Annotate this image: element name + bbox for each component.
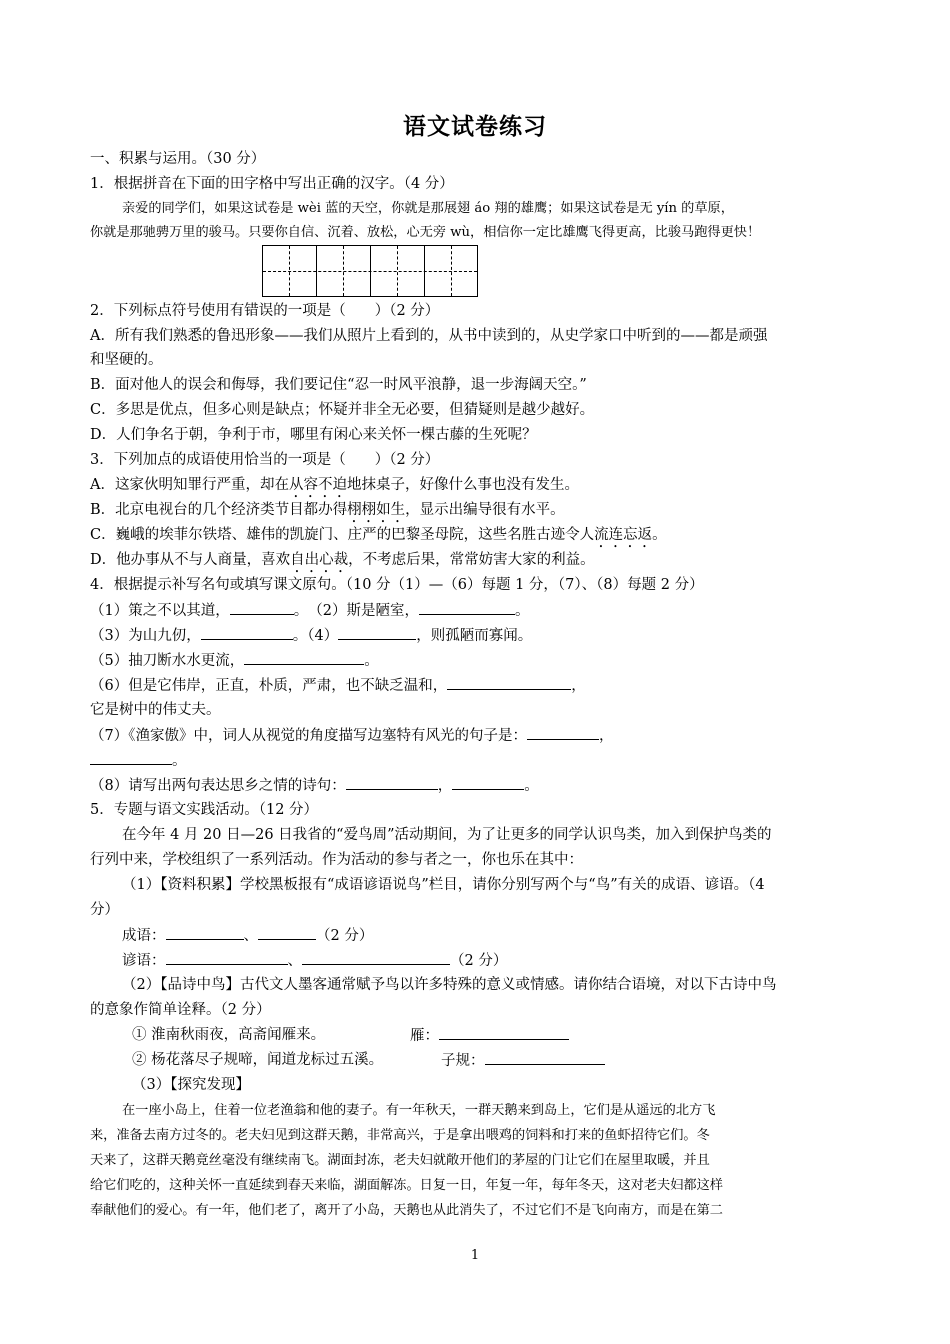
answer-blank[interactable] bbox=[201, 623, 293, 640]
question-2-option-a-line1: A．所有我们熟悉的鲁迅形象——我们从照片上看到的，从书中读到的，从史学家口中听到的——都是顽强 bbox=[90, 328, 768, 344]
section-heading: 一、积累与运用。（30 分） bbox=[90, 151, 266, 167]
answer-label: 子规： bbox=[441, 1053, 485, 1069]
question-3-stem: 3．下列加点的成语使用恰当的一项是（ ）（2 分） bbox=[90, 452, 440, 468]
poem-2-answer bbox=[441, 1048, 605, 1073]
poem-line-2: ② 杨花落尽子规啼，闻道龙标过五溪。 bbox=[132, 1052, 384, 1068]
question-4-line-7-cont bbox=[90, 748, 187, 773]
page-number: 1 bbox=[470, 1248, 480, 1263]
poem-line-1: ① 淮南秋雨夜，高斋闻雁来。 bbox=[132, 1027, 326, 1043]
grid-cell-divider bbox=[343, 246, 344, 296]
prompt-text: 。 bbox=[524, 778, 539, 794]
option-text: D．他办事从不与人商量，喜欢 bbox=[90, 552, 291, 568]
question-5-intro-line1: 在今年 4 月 20 日—26 日我省的“爱鸟周”活动期间，为了让更多的同学认识鸟类，加入到保护鸟类的 bbox=[122, 827, 772, 843]
question-4-stem: 4．根据提示补写名句或填写课文原句。（10 分（1）—（6）每题 1 分，（7）、（8）每题 2 分） bbox=[90, 577, 704, 593]
chengyu-line bbox=[122, 923, 373, 948]
question-4-line-7 bbox=[90, 723, 613, 748]
question-5-intro-line2: 行列中来，学校组织了一系列活动。作为活动的参与者之一，你也乐在其中： bbox=[90, 852, 583, 868]
story-line-5: 奉献他们的爱心。有一年，他们老了，离开了小岛，天鹅也从此消失了，不过它们不是飞向南方，而是在第二 bbox=[90, 1203, 723, 1218]
question-2-stem: 2．下列标点符号使用有错误的一项是（ ）（2 分） bbox=[90, 303, 440, 319]
prompt-text: 。 bbox=[514, 603, 530, 619]
answer-blank[interactable] bbox=[527, 723, 599, 740]
answer-blank[interactable] bbox=[302, 948, 450, 965]
prompt-text: （6）但是它伟岸，正直，朴质，严肃，也不缺乏温和， bbox=[90, 678, 448, 694]
question-5-part2-line1: （2）【品诗中鸟】古代文人墨客通常赋予鸟以许多特殊的意义或情感。请你结合语境，对以下古诗中鸟 bbox=[122, 977, 777, 993]
dotted-idiom: 栩栩如生 bbox=[347, 502, 406, 518]
answer-blank[interactable] bbox=[346, 773, 438, 790]
page-title: 语文试卷练习 bbox=[403, 113, 547, 140]
question-4-line-6-cont: 它是树中的伟丈夫。 bbox=[90, 702, 221, 718]
answer-blank[interactable] bbox=[166, 923, 244, 940]
score-note: （2 分） bbox=[316, 928, 374, 944]
option-text: ，显示出编导很有水平。 bbox=[405, 502, 565, 518]
story-line-2: 来，准备去南方过冬的。老夫妇见到这群天鹅，非常高兴，于是拿出喂鸡的饲料和打来的鱼虾招待它们。冬 bbox=[90, 1128, 710, 1143]
question-3-option-d bbox=[90, 548, 595, 576]
prompt-text: 。（4） bbox=[292, 628, 339, 644]
prompt-text: 。 （2）斯是陋室， bbox=[293, 603, 419, 619]
prompt-text: ， bbox=[571, 678, 586, 694]
question-5-part3-heading: （3）【探究发现】 bbox=[132, 1077, 250, 1093]
question-3-option-c bbox=[90, 523, 667, 551]
story-line-4: 给它们吃的，这种关怀一直延续到春天来临，湖面解冻。日复一日，年复一年，每年冬天，这对老夫妇都这样 bbox=[90, 1178, 723, 1193]
question-2-option-b: B．面对他人的误会和侮辱，我们要记住“忍一时风平浪静，退一步海阔天空。” bbox=[90, 377, 587, 393]
option-text: C．巍峨的埃菲尔铁塔、雄伟的凯旋门、庄严的巴黎圣母院，这些名胜古迹令人 bbox=[90, 527, 595, 543]
question-2-option-c: C．多思是优点，但多心则是缺点；怀疑并非全无必要，但猜疑则是越少越好。 bbox=[90, 402, 595, 418]
question-4-line-8 bbox=[90, 773, 539, 798]
question-4-line-5 bbox=[90, 648, 379, 673]
question-5-stem: 5．专题与语文实践活动。（12 分） bbox=[90, 802, 319, 818]
answer-blank[interactable] bbox=[166, 948, 288, 965]
option-text: ，不考虑后果，常常妨害大家的利益。 bbox=[348, 552, 595, 568]
answer-blank[interactable] bbox=[447, 673, 571, 690]
story-line-3: 天来了，这群天鹅竟丝毫没有继续南飞。湖面封冻，老夫妇就敞开他们的茅屋的门让它们在屋里取暖，并且 bbox=[90, 1153, 710, 1168]
grid-cell-border bbox=[370, 246, 371, 296]
dotted-idiom: 从容不迫 bbox=[288, 477, 347, 493]
prompt-text: （8）请写出两句表达思乡之情的诗句： bbox=[90, 778, 346, 794]
answer-blank[interactable] bbox=[338, 623, 416, 640]
tianzige-grid[interactable] bbox=[262, 245, 478, 297]
answer-blank[interactable] bbox=[439, 1023, 569, 1040]
grid-cell-divider bbox=[289, 246, 290, 296]
answer-blank[interactable] bbox=[258, 923, 316, 940]
grid-cell-border bbox=[316, 246, 317, 296]
question-2-option-a-line2: 和坚硬的。 bbox=[90, 352, 163, 368]
dotted-idiom: 自出心裁 bbox=[290, 552, 349, 568]
answer-blank[interactable] bbox=[90, 748, 172, 765]
prompt-text: 。 bbox=[172, 753, 187, 769]
prompt-text: ， bbox=[437, 778, 453, 794]
answer-blank[interactable] bbox=[230, 598, 294, 615]
story-line-1: 在一座小岛上，住着一位老渔翁和他的妻子。有一年秋天，一群天鹅来到岛上，它们是从遥远的北方飞 bbox=[122, 1103, 716, 1118]
question-2-option-d: D．人们争名于朝，争利于市，哪里有闲心来关怀一棵古藤的生死呢？ bbox=[90, 427, 537, 443]
grid-cell-divider bbox=[451, 246, 452, 296]
answer-blank[interactable] bbox=[419, 598, 515, 615]
yanyu-label: 谚语： bbox=[122, 953, 166, 969]
chengyu-label: 成语： bbox=[122, 928, 166, 944]
question-3-option-b bbox=[90, 498, 565, 526]
prompt-text: （1）策之不以其道， bbox=[90, 603, 230, 619]
question-1-stem: 1．根据拼音在下面的田字格中写出正确的汉字。（4 分） bbox=[90, 176, 454, 192]
option-text: B．北京电视台的几个经济类节目都办得 bbox=[90, 502, 348, 518]
question-1-passage-line1: 亲爱的同学们，如果这试卷是 wèi 蓝的天空，你就是那展翅 áo 翔的雄鹰；如果这试卷是无 yín 的草原， bbox=[122, 201, 734, 216]
question-5-part1-line2: 分） bbox=[90, 902, 119, 918]
prompt-text: ， bbox=[598, 728, 614, 744]
question-3-option-a bbox=[90, 473, 579, 501]
question-4-line-1-2 bbox=[90, 598, 529, 623]
prompt-text: （7）《渔家傲》中，词人从视觉的角度描写边塞特有风光的句子是： bbox=[90, 728, 527, 744]
grid-cell-divider bbox=[397, 246, 398, 296]
prompt-text: ，则孤陋而寡闻。 bbox=[416, 628, 533, 644]
question-4-line-3-4 bbox=[90, 623, 532, 648]
separator: 、 bbox=[243, 928, 258, 944]
prompt-text: （3）为山九仞， bbox=[90, 628, 201, 644]
question-5-part2-line2: 的意象作简单诠释。（2 分） bbox=[90, 1002, 271, 1018]
grid-cell-border bbox=[424, 246, 425, 296]
prompt-text: 。 bbox=[364, 653, 379, 669]
separator: 、 bbox=[287, 953, 302, 969]
prompt-text: （5）抽刀断水水更流， bbox=[90, 653, 245, 669]
question-4-line-6 bbox=[90, 673, 586, 698]
option-text: 地抹桌子，好像什么事也没有发生。 bbox=[346, 477, 579, 493]
answer-blank[interactable] bbox=[485, 1048, 605, 1065]
answer-label: 雁： bbox=[410, 1028, 439, 1044]
score-note: （2 分） bbox=[450, 953, 508, 969]
dotted-idiom: 流连忘返 bbox=[594, 527, 653, 543]
yanyu-line bbox=[122, 948, 507, 973]
option-text: 。 bbox=[652, 527, 667, 543]
answer-blank[interactable] bbox=[244, 648, 364, 665]
question-5-part1-line1: （1）【资料积累】学校黑板报有“成语谚语说鸟”栏目，请你分别写两个与“鸟”有关的成语、谚语。（4 bbox=[122, 877, 765, 893]
option-text: A．这家伙明知罪行严重，却在 bbox=[90, 477, 289, 493]
answer-blank[interactable] bbox=[452, 773, 524, 790]
question-1-passage-line2: 你就是那驰骋万里的骏马。只要你自信、沉着、放松，心无旁 wù，相信你一定比雄鹰飞得更高，比骏马跑得更快！ bbox=[90, 225, 761, 240]
poem-1-answer bbox=[410, 1023, 569, 1048]
